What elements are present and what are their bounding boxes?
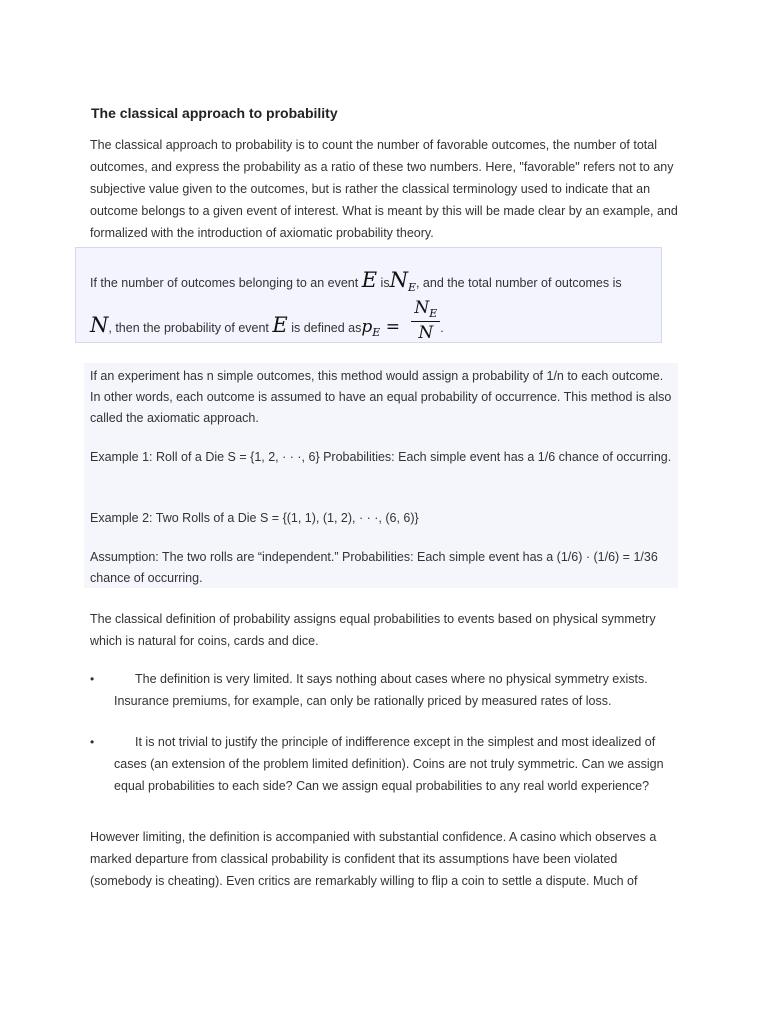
definition-text-6: . — [440, 320, 444, 335]
simple-outcomes-paragraph: If an experiment has n simple outcomes, this method would assign a probability of 1/n to each outcome. In other words, each outcome is assumed to have an equal probability of occurrence. This method is also called the axiomatic approach. — [90, 369, 672, 425]
probability-formula: $p_E$ = — [361, 316, 406, 339]
list-item — [90, 668, 680, 712]
example-1: Example 1: Roll of a Die S = {1, 2, · · ·, 6} Probabilities: Each simple event has a 1/6 chance of occurring. — [90, 450, 672, 464]
assumption-paragraph: Assumption: The two rolls are “independent.” Probabilities: Each simple event has a (1/6) · (1/6) = 1/36 chance of occurring. — [90, 550, 658, 585]
list-item — [90, 731, 680, 797]
definition-box — [75, 247, 662, 343]
closing-paragraph: However limiting, the definition is accompanied with substantial confidence. A casino which observes a marked departure from classical probability is confident that its assumptions have been violated (somebody is cheating). Even critics are remarkably willing to flip a coin to settle a dispute. Much of — [90, 830, 657, 888]
definition-text-5: is defined as — [287, 320, 362, 335]
definition-line-2 — [90, 298, 444, 351]
favorable-count-symbol: $N_E$ — [389, 268, 416, 294]
fraction-numerator: $N_E$ — [411, 298, 440, 322]
probability-fraction — [411, 298, 440, 343]
intro-paragraph: The classical approach to probability is to count the number of favorable outcomes, the number of total outcomes, and express the probability as a ratio of these two numbers. Here, "favorable" refers not to any subjective value given to the outcomes, but is rather the classical terminology used to indicate that an outcome belongs to a given event of interest. What is meant by this will be made clear by an example, and formalized with the introduction of axiomatic probability theory. — [90, 138, 678, 240]
bullet-icon: • — [90, 672, 95, 686]
fraction-denominator: N — [418, 323, 434, 343]
event-symbol-2: E — [272, 312, 288, 337]
examples-box — [84, 363, 678, 588]
list-item-text: It is not trivial to justify the principle of indifference except in the simplest and most idealized of cases (an extension of the problem limited definition). Coins are not truly symmetric. Can we assign equal probabilities to each side? Can we assign equal probabilities to any real world experience? — [114, 735, 664, 793]
list-item-text: The definition is very limited. It says nothing about cases where no physical symmetry exists. Insurance premiums, for example, can only be rationally priced by measured rates of loss. — [114, 672, 648, 708]
example-2: Example 2: Two Rolls of a Die S = {(1, 1), (1, 2), · · ·, (6, 6)} — [90, 511, 419, 525]
definition-line-1 — [90, 268, 622, 294]
section-heading: The classical approach to probability — [91, 105, 338, 121]
classical-definition-paragraph: The classical definition of probability assigns equal probabilities to events based on physical symmetry which is natural for coins, cards and dice. — [90, 612, 656, 648]
definition-text-1: If the number of outcomes belonging to an event — [90, 276, 362, 290]
total-count-symbol: N — [90, 312, 109, 337]
bullet-icon: • — [90, 735, 95, 749]
definition-text-2: is — [377, 276, 390, 290]
definition-text-4: , then the probability of event — [108, 320, 273, 335]
event-symbol: E — [361, 268, 378, 292]
definition-text-3: , and the total number of outcomes is — [415, 276, 622, 290]
